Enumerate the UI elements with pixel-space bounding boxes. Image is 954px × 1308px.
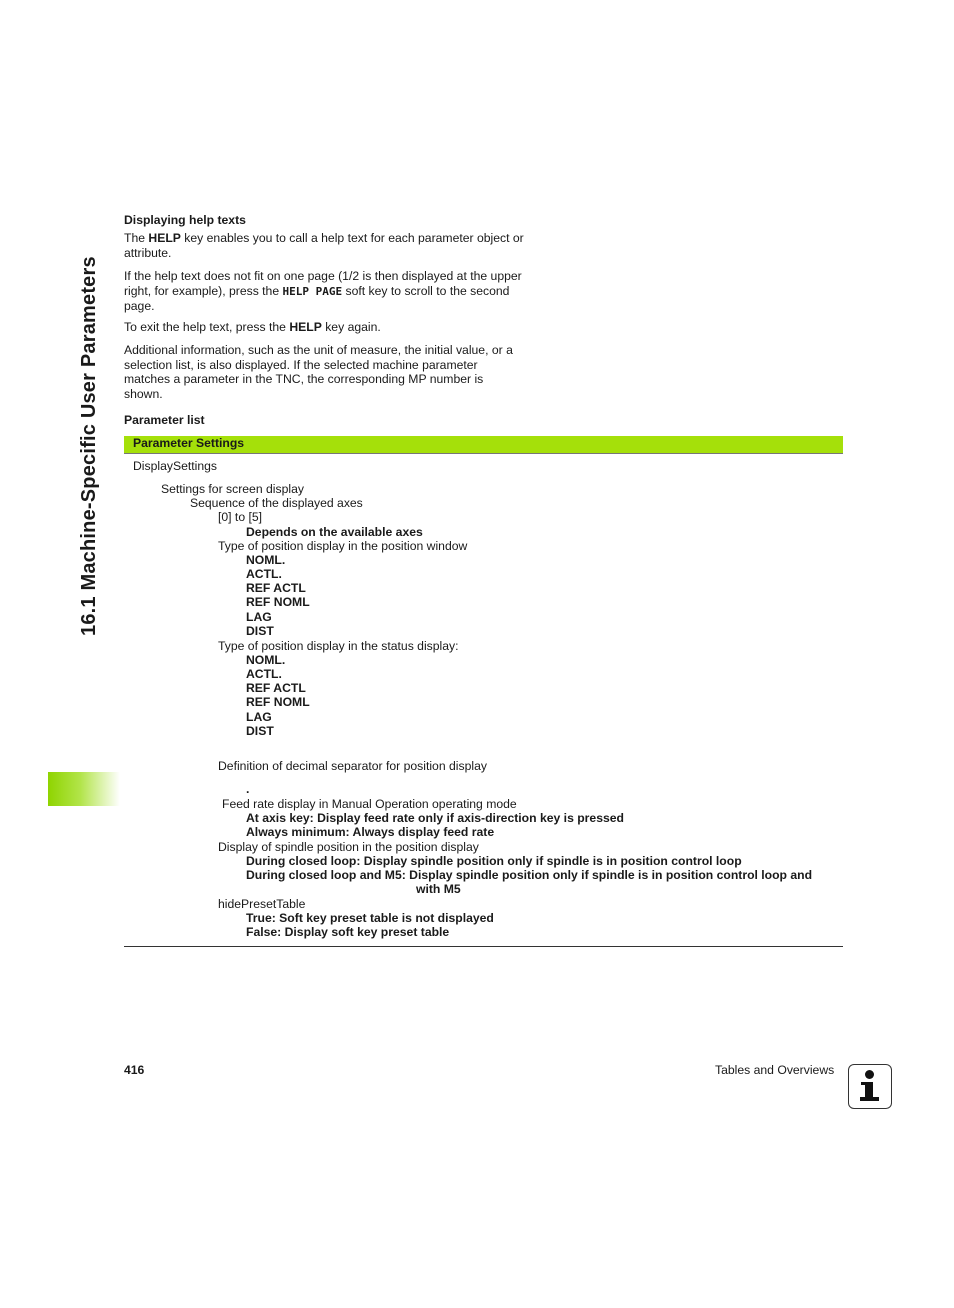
parameter-value: ACTL. [246, 567, 282, 581]
parameter-table-header [124, 436, 843, 454]
parameter-value: Depends on the available axes [246, 525, 423, 539]
parameter-value: REF ACTL [246, 681, 306, 695]
help-texts-heading: Displaying help texts [124, 213, 246, 227]
parameter-value: LAG [246, 610, 272, 624]
parameter-value: DIST [246, 724, 274, 738]
parameter-list-heading: Parameter list [124, 413, 205, 427]
help-paragraph-4: Additional information, such as the unit of measure, the initial value, or a selection list, is also displayed. If the selected machine parameter matches a parameter in the TNC, the corresponding MP number is shown. [124, 343, 513, 401]
help-key-label: HELP [148, 231, 181, 245]
table-bottom-rule [124, 946, 843, 947]
parameter-value: False: Display soft key preset table [246, 925, 450, 939]
parameter-value: with M5 [416, 882, 461, 896]
parameter-value: True: Soft key preset table is not displayed [246, 911, 494, 925]
chapter-footer-title: Tables and Overviews [715, 1063, 835, 1077]
parameter-value: LAG [246, 710, 272, 724]
parameter-value: REF NOML [246, 695, 310, 709]
chapter-side-title: 16.1 Machine-Specific User Parameters [78, 256, 100, 636]
parameter-label: Type of position display in the position window [218, 539, 468, 553]
help-paragraph-3: To exit the help text, press the HELP key again. [124, 320, 381, 334]
parameter-label: DisplaySettings [133, 459, 217, 473]
help-page-softkey-label: HELP PAGE [282, 284, 343, 298]
parameter-label: Type of position display in the status display: [218, 639, 459, 653]
parameter-value: At axis key: Display feed rate only if axis-direction key is pressed [246, 811, 624, 825]
parameter-table-header-label: Parameter Settings [133, 436, 245, 450]
help-key-label: HELP [289, 320, 322, 334]
help-paragraph-1: The HELP key enables you to call a help text for each parameter object or attribute. [124, 231, 524, 260]
parameter-value: NOML. [246, 553, 286, 567]
help-paragraph-2: If the help text does not fit on one page (1/2 is then displayed at the upper right, for example), press the HELP PAGE soft key to scroll to the second page. [124, 269, 522, 313]
parameter-value: During closed loop and M5: Display spindle position only if spindle is in position control loop and [246, 868, 813, 882]
parameter-value: DIST [246, 624, 274, 638]
info-icon [848, 1064, 892, 1109]
parameter-value: ACTL. [246, 667, 282, 681]
parameter-label: hidePresetTable [218, 897, 306, 911]
parameter-value: . [246, 782, 250, 796]
page-number: 416 [124, 1063, 145, 1077]
parameter-label: Display of spindle position in the position display [218, 840, 479, 854]
parameter-label: Definition of decimal separator for position display [218, 759, 487, 773]
parameter-value: NOML. [246, 653, 286, 667]
parameter-value: During closed loop: Display spindle position only if spindle is in position control loop [246, 854, 742, 868]
parameter-value: REF NOML [246, 595, 310, 609]
parameter-label: Settings for screen display [161, 482, 304, 496]
chapter-tab-marker [48, 772, 120, 806]
parameter-label: [0] to [5] [218, 510, 263, 524]
parameter-value: REF ACTL [246, 581, 306, 595]
parameter-label: Feed rate display in Manual Operation operating mode [222, 797, 517, 811]
parameter-value: Always minimum: Always display feed rate [246, 825, 495, 839]
parameter-label: Sequence of the displayed axes [190, 496, 363, 510]
